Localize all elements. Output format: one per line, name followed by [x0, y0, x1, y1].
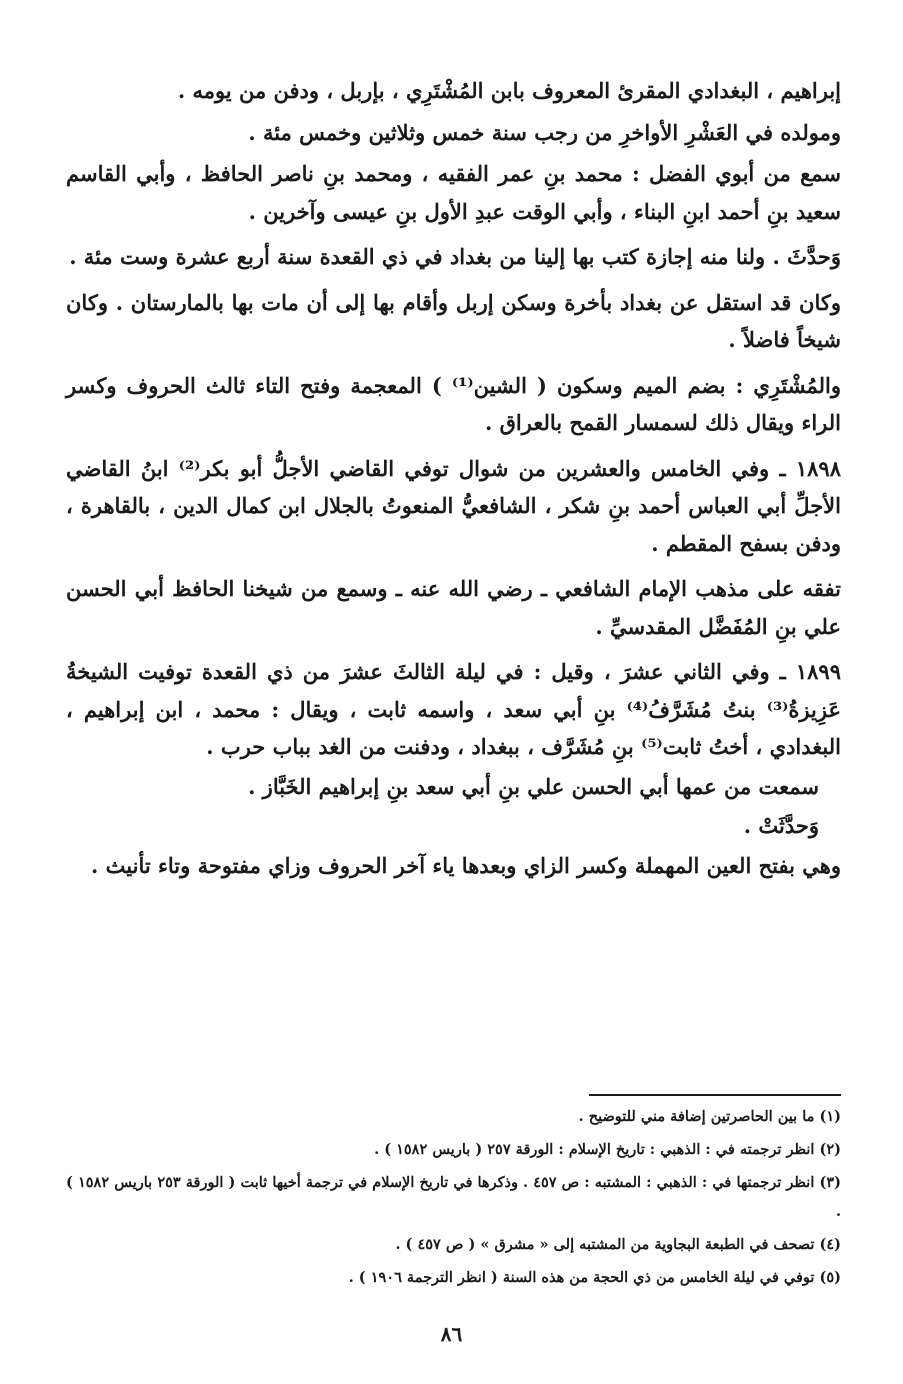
- footnote-separator: [589, 1094, 841, 1096]
- paragraph-birth: ومولده في العَشْرِ الأواخرِ من رجب سنة خمس وثلاثين وخمس مئة .: [248, 119, 841, 145]
- page-number: ٨٦: [440, 1322, 463, 1346]
- entry-1899: ١٨٩٩ ـ وفي الثاني عشرَ ، وقيل : في ليلة الثالثَ عشرَ من ذي القعدة توفيت الشيخةُ عَزِيزةُ⁽³⁾ بنتُ مُشَرَّفُ⁽⁴⁾ بنِ أبي سعد ، واسمه ثابت ، ويقال : محمد ، ابن إبراهيم ، البغدادي ، أختُ ثابت⁽⁵⁾ بنِ مُشَرَّف ، ببغداد ، ودفنت من الغد بباب حرب .: [66, 659, 841, 759]
- paragraph-residence: وكان قد استقل عن بغداد بأخرة وسكن إربل وأقام بها إلى أن مات بها بالمارستان . وكان شيخاً فاضلاً .: [66, 289, 841, 352]
- footnote-1: (١) ما بين الحاصرتين إضافة مني للتوضيح .: [578, 1108, 841, 1125]
- paragraph-narrated: وَحدَّثَتْ .: [743, 813, 819, 838]
- footnotes: [66, 1102, 841, 1292]
- paragraph-spelling: وهي بفتح العين المهملة وكسر الزاي وبعدها ياء آخر الحروف وزاي مفتوحة وتاء تأنيث .: [91, 852, 841, 878]
- paragraph-study: تفقه على مذهب الإمام الشافعي ـ رضي الله عنه ـ وسمع من شيخنا الحافظ أبي الحسن علي بنِ المُفَضَّل المقدسيِّ .: [66, 576, 841, 639]
- footnote-5: (٥) توفي في ليلة الخامس من ذي الحجة من هذه السنة ( انظر الترجمة ١٩٠٦ ) .: [348, 1269, 841, 1286]
- paragraph-name-note: والمُشْتَرِي : بضم الميم وسكون ( الشين⁽¹⁾ ) المعجمة وفتح التاء ثالث الحروف وكسر الراء ويقال ذلك لسمسار القمح بالعراق .: [66, 372, 842, 435]
- entry-1898: ١٨٩٨ ـ وفي الخامس والعشرين من شوال توفي القاضي الأجلُّ أبو بكر⁽²⁾ ابنُ القاضي الأجلِّ أبي العباس أحمد بنِ شكر ، الشافعيُّ المنعوتُ بالجلال ابن كمال الدين ، بالقاهرة ، ودفن بسفح المقطم .: [66, 455, 841, 556]
- footnote-4: (٤) تصحف في الطبعة البجاوية من المشتبه إلى « مشرق » ( ص ٤٥٧ ) .: [395, 1236, 841, 1253]
- paragraph-heard: سمعت من عمها أبي الحسن علي بنِ أبي سعد بنِ إبراهيم الخَبَّاز .: [248, 773, 819, 799]
- main-text: [66, 72, 841, 886]
- footnote-2: (٢) انظر ترجمته في : الذهبي : تاريخ الإسلام : الورقة ٢٥٧ ( باريس ١٥٨٢ ) .: [374, 1141, 841, 1158]
- paragraph-continuation: إبراهيم ، البغدادي المقرئ المعروف بابن المُشْتَرِي ، بإربل ، ودفن من يومه .: [177, 78, 841, 103]
- paragraph-teachers: سمع من أبوي الفضل : محمد بنِ عمر الفقيه ، ومحمد بنِ ناصر الحافظ ، وأبي القاسم سعيد بنِ أحمد ابنِ البناء ، وأبي الوقت عبدِ الأول بنِ عيسى وآخرين .: [66, 161, 841, 224]
- footnote-3: (٣) انظر ترجمتها في : الذهبي : المشتبه : ص ٤٥٧ . وذكرها في تاريخ الإسلام في ترجمة أخيها ثابت ( الورقة ٢٥٣ باريس ١٥٨٢ ) .: [66, 1174, 841, 1220]
- paragraph-narration: وَحدَّثَ . ولنا منه إجازة كتب بها إلينا من بغداد في ذي القعدة سنة أربع عشرة وست مئة .: [69, 244, 841, 269]
